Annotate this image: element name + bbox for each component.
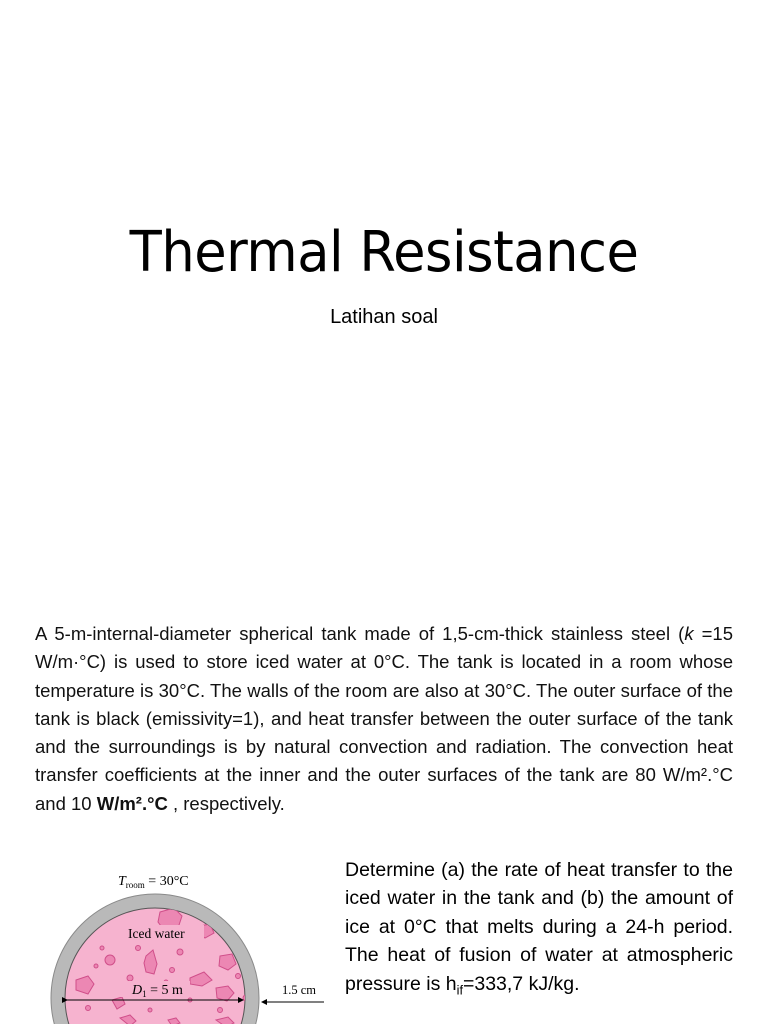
room-temp-symbol: T — [118, 874, 126, 889]
diameter-label — [131, 983, 183, 999]
slide-title: Thermal Resistance — [129, 220, 639, 285]
room-temp-sub: room — [125, 880, 145, 890]
ice-bubble — [127, 975, 133, 981]
problem-text-part1: A 5-m-internal-diameter spherical tank made of 1,5-cm-thick stainless steel ( — [35, 623, 685, 644]
fusion-subscript: if — [456, 983, 463, 998]
room-temperature-label — [118, 874, 189, 890]
ice-bubble — [236, 974, 241, 979]
outer-coefficient-unit: W/m².°C — [96, 792, 168, 814]
room-temp-value: = 30°C — [144, 874, 189, 889]
ice-bubble — [177, 949, 183, 955]
diameter-symbol: D — [132, 983, 143, 998]
diameter-sub: 1 — [142, 989, 147, 999]
slide-subtitle: Latihan soal — [330, 306, 438, 328]
thickness-label: 1.5 cm — [282, 983, 317, 997]
problem-slide — [0, 590, 768, 1024]
problem-text-part3: , respectively. — [167, 792, 285, 814]
iced-water-label: Iced water — [128, 926, 185, 941]
ice-bubble — [105, 955, 115, 965]
ice-bubble — [86, 1006, 91, 1011]
ice-bubble — [170, 968, 175, 973]
question-part1: Determine (a) the rate of heat transfer to the iced water in the tank and (b) the amount of ice at 0°C that melts during a 24-h period. The heat of fusion of water at atmospheric pressure is h — [345, 859, 733, 995]
conductivity-symbol: k — [684, 623, 694, 644]
problem-statement — [35, 620, 733, 818]
question-part2: =333,7 kJ/kg. — [462, 972, 580, 995]
tank-diagram — [40, 860, 340, 1024]
spherical-tank-figure — [40, 860, 340, 1024]
ice-bubble — [148, 1008, 152, 1012]
ice-bubble — [136, 946, 141, 951]
question-text — [345, 856, 733, 998]
problem-text-part2: =15 W/m·°C) is used to store iced water at 0°C. The tank is located in a room whose temperature is 30°C. The walls of the room are also at 30°C. The outer surface of the tank is black (emissivity=1), and heat transfer between the outer surface of the tank and the surroundings is by natural convection and radiation. The convection heat transfer coefficients at the inner and the outer surfaces of the tank are 80 W/m².°C and 10 — [35, 623, 733, 814]
ice-bubble — [218, 1008, 223, 1013]
diameter-value: = 5 m — [146, 983, 183, 998]
ice-bubble — [100, 946, 104, 950]
ice-bubble — [94, 964, 98, 968]
